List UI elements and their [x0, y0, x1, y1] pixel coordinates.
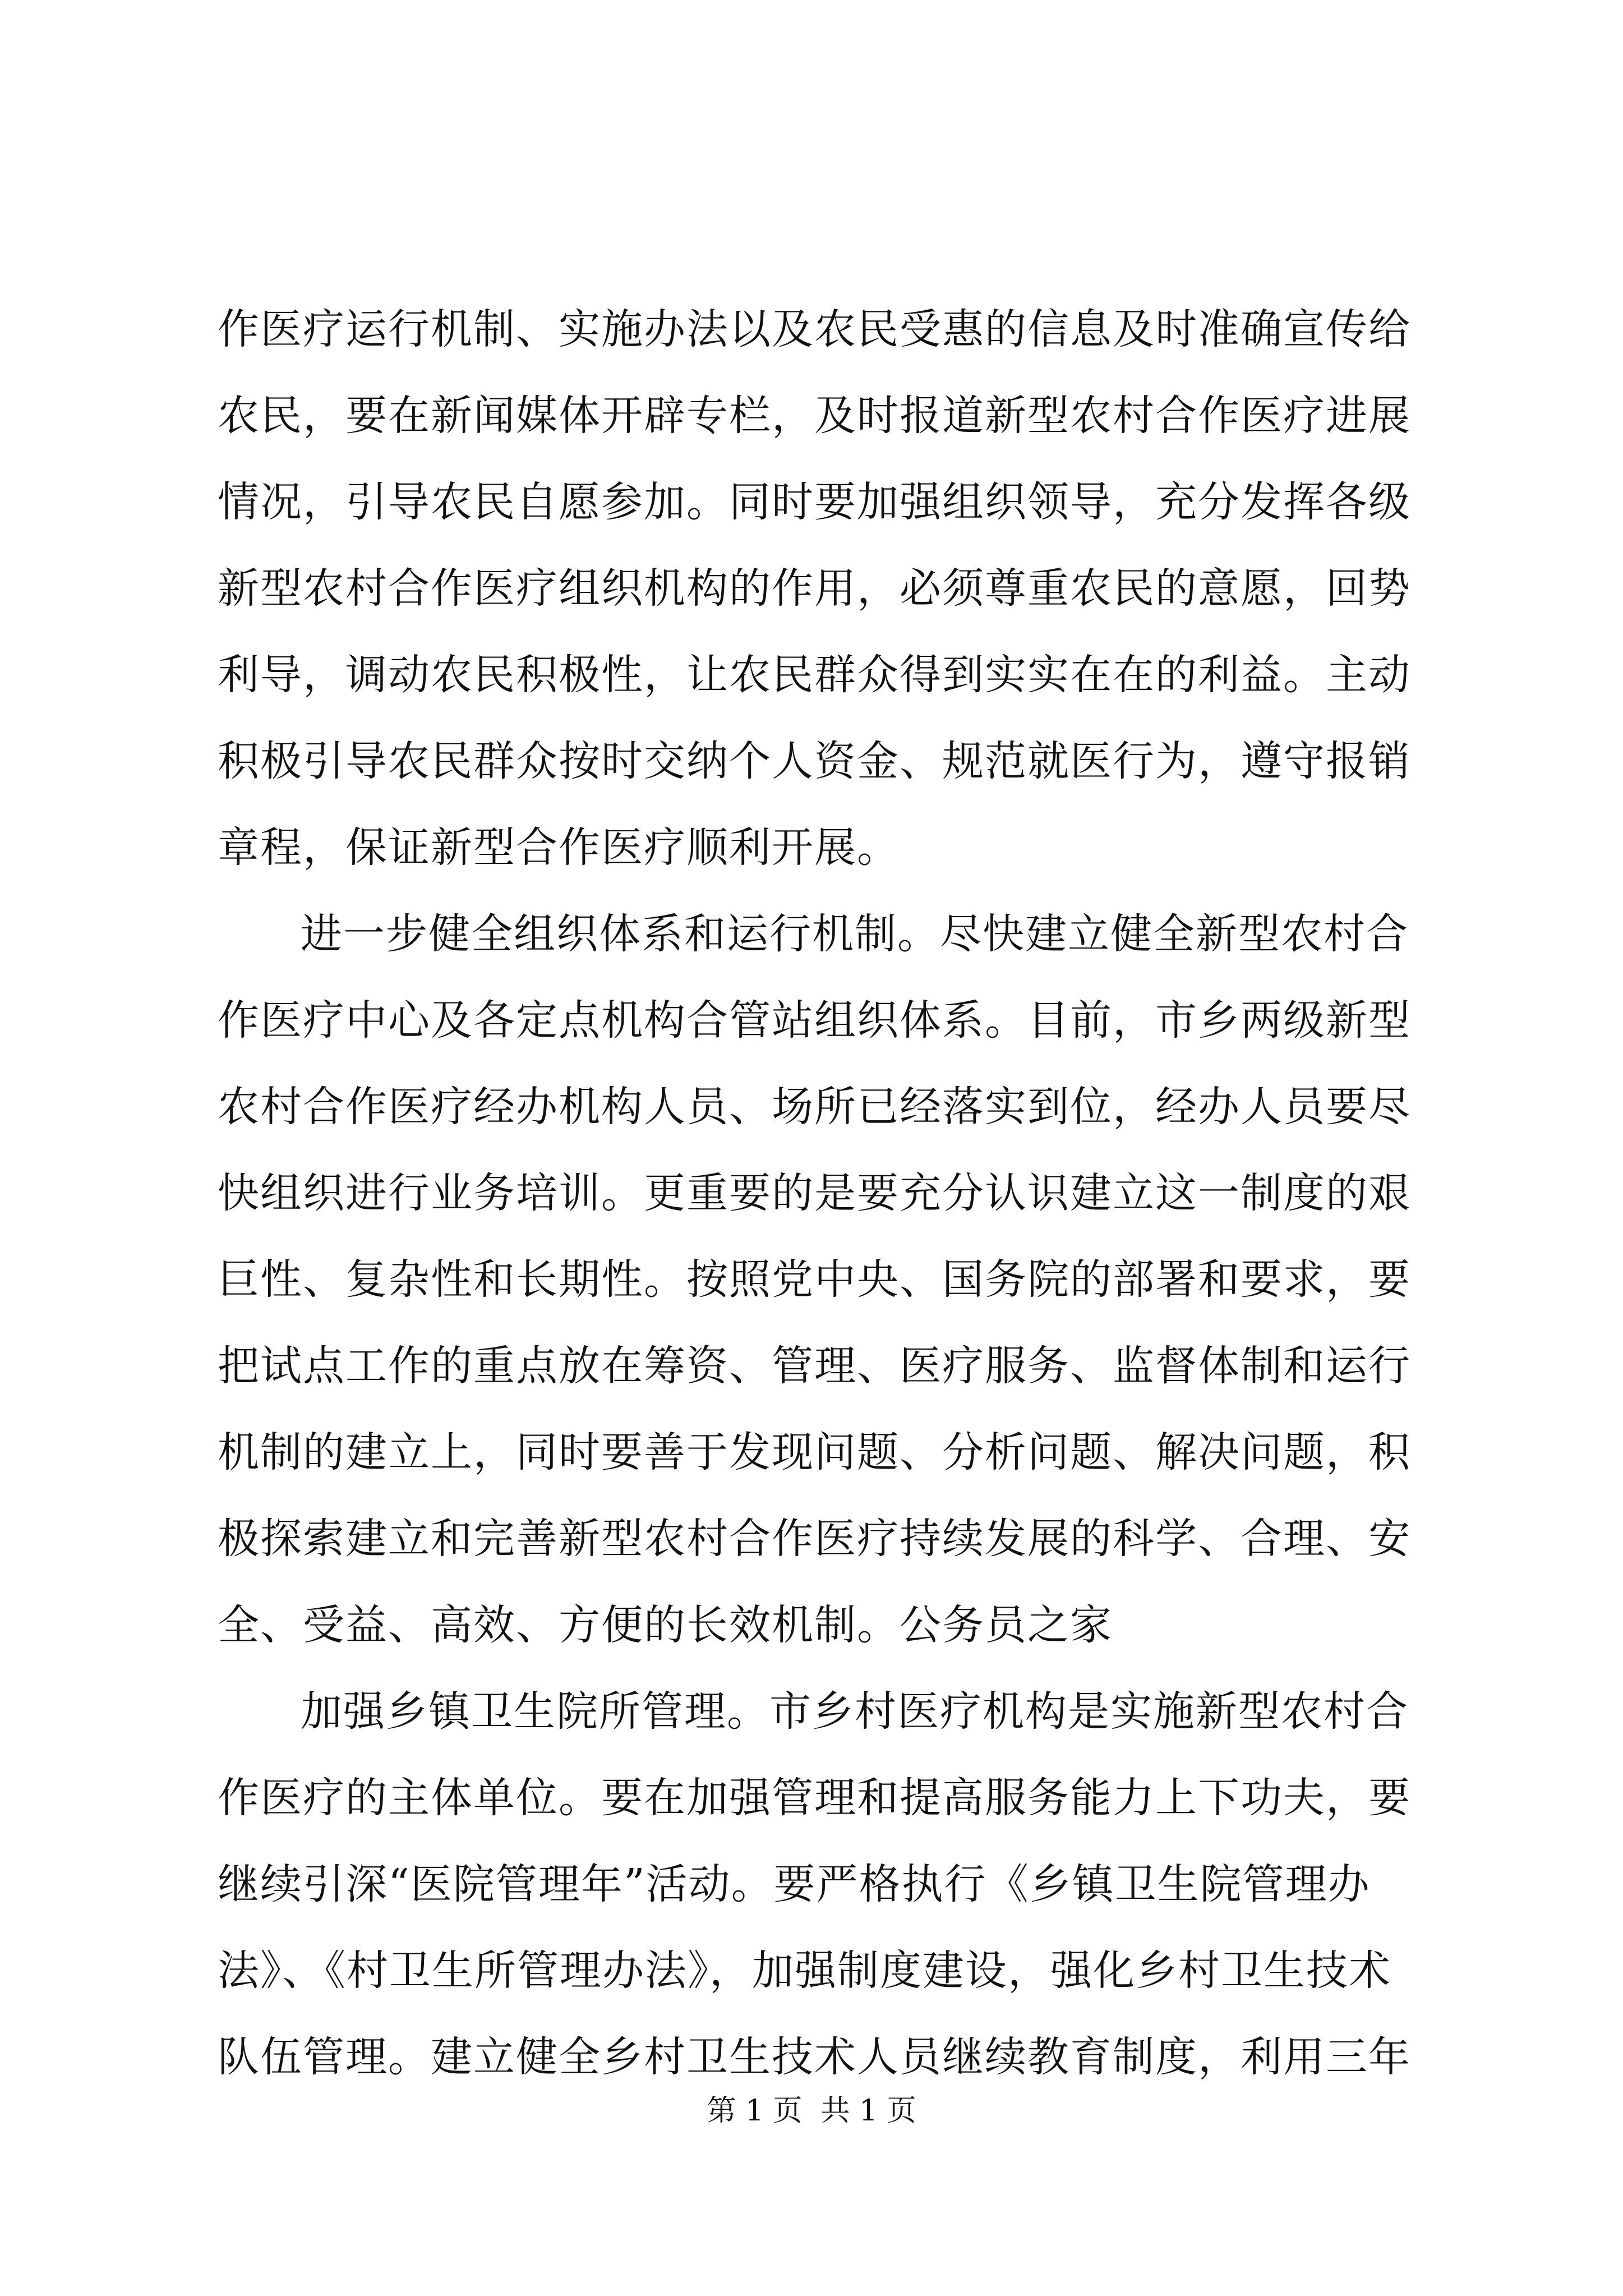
- text-line: 巨性、复杂性和长期性。按照党中央、国务院的部署和要求，要: [218, 1255, 1411, 1304]
- text-line: 队伍管理。建立健全乡村卫生技术人员继续教育制度，利用三年: [218, 2033, 1411, 2081]
- text-line: 作医疗运行机制、实施办法以及农民受惠的信息及时准确宣传给: [218, 305, 1411, 353]
- text-line: 农民，要在新闻媒体开辟专栏，及时报道新型农村合作医疗进展: [218, 392, 1411, 440]
- text-line: 作医疗的主体单位。要在加强管理和提高服务能力上下功夫，要: [218, 1774, 1411, 1822]
- text-line: 极探索建立和完善新型农村合作医疗持续发展的科学、合理、安: [218, 1515, 1411, 1563]
- text-line: 法》、《村卫生所管理办法》，加强制度建设，强化乡村卫生技术: [218, 1947, 1391, 1995]
- text-line: 继续引深“医院管理年”活动。要严格执行《乡镇卫生院管理办: [218, 1860, 1371, 1908]
- text-line: 新型农村合作医疗组织机构的作用，必须尊重农民的意愿，回势: [218, 564, 1411, 613]
- paragraph-first-line: 进一步健全组织体系和运行机制。尽快建立健全新型农村合: [301, 910, 1409, 958]
- text-line: 机制的建立上，同时要善于发现问题、分析问题、解决问题，积: [218, 1428, 1411, 1476]
- text-line: 快组织进行业务培训。更重要的是要充分认识建立这一制度的艰: [218, 1169, 1411, 1217]
- text-line: 情况，引导农民自愿参加。同时要加强组织领导，充分发挥各级: [218, 478, 1411, 526]
- text-line: 农村合作医疗经办机构人员、场所已经落实到位，经办人员要尽: [218, 1083, 1411, 1131]
- page-number-footer: 第 1 页 共 1 页: [707, 2094, 916, 2128]
- text-line: 作医疗中心及各定点机构合管站组织体系。目前，市乡两级新型: [218, 996, 1411, 1045]
- text-line: 章程，保证新型合作医疗顺利开展。: [218, 823, 900, 872]
- document-body: [218, 286, 1415, 2100]
- text-line: 积极引导农民群众按时交纳个人资金、规范就医行为，遵守报销: [218, 737, 1411, 785]
- paragraph-first-line: 加强乡镇卫生院所管理。市乡村医疗机构是实施新型农村合: [301, 1687, 1409, 1736]
- text-line: 全、受益、高效、方便的长效机制。公务员之家: [218, 1601, 1113, 1649]
- text-line: 把试点工作的重点放在筹资、管理、医疗服务、监督体制和运行: [218, 1342, 1411, 1390]
- text-line: 利导，调动农民积极性，让农民群众得到实实在在的利益。主动: [218, 651, 1411, 699]
